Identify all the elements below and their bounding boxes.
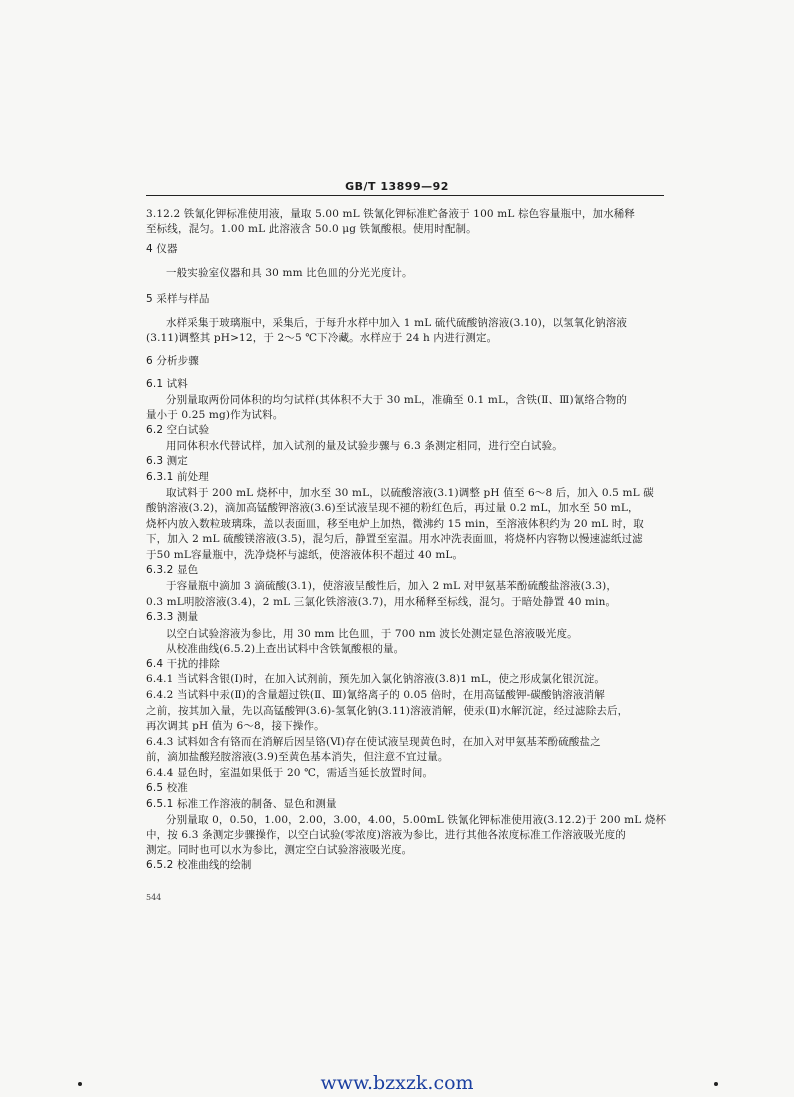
text-line: 之前，按其加入量，先以高锰酸钾(3.6)-氢氧化钠(3.11)溶液消解，使汞(Ⅱ)水解沉淀，经过滤除去后， [146, 705, 629, 717]
text-line: 取试料于 200 mL 烧杯中，加水至 30 mL，以硫酸溶液(3.1)调整 pH 值至 6～8 后，加入 0.5 mL 碳 [166, 487, 654, 499]
subsection-heading: 6.5 校准 [146, 782, 188, 794]
text-line: 分别量取 0，0.50，1.00，2.00，3.00，4.00，5.00mL 铁氰化钾标准使用液(3.12.2)于 200 mL 烧杯 [166, 814, 667, 826]
subsection-heading: 6.5.2 校准曲线的绘制 [146, 859, 252, 871]
subsection-heading: 6.3.1 前处理 [146, 471, 209, 483]
text-line: 中，按 6.3 条测定步骤操作，以空白试验(零浓度)溶液为参比，进行其他各浓度标准工作溶液吸光度的 [146, 829, 626, 841]
text-line: 测定。同时也可以水为参比，测定空白试验溶液吸光度。 [146, 844, 413, 856]
text-line: 酸钠溶液(3.2)，滴加高锰酸钾溶液(3.6)至试液呈现不褪的粉红色后，再过量 0.2 mL，加水至 50 mL， [146, 502, 639, 514]
text-line: 从校准曲线(6.5.2)上查出试料中含铁氰酸根的量。 [166, 643, 405, 655]
text-line: 水样采集于玻璃瓶中，采集后，于每升水样中加入 1 mL 硫代硫酸钠溶液(3.10)，以氢氧化钠溶液 [166, 317, 628, 329]
text-line: 以空白试验溶液为参比，用 30 mm 比色皿，于 700 nm 波长处测定显色溶液吸光度。 [166, 628, 578, 640]
text-line: 一般实验室仪器和具 30 mm 比色皿的分光光度计。 [166, 267, 413, 279]
text-line: 用同体积水代替试样，加入试剂的量及试验步骤与 6.3 条测定相同，进行空白试验。 [166, 440, 563, 452]
footer-site-link[interactable]: www.bzxzk.com [320, 1072, 474, 1094]
subsection-heading: 6.3 测定 [146, 455, 188, 467]
section-heading: 4 仪器 [146, 243, 178, 255]
text-line: 6.4.3 试料如含有铬而在消解后因呈铬(Ⅵ)存在使试液呈现黄色时，在加入对甲氨基苯酚硫酸盐之 [146, 736, 601, 748]
subsection-heading: 6.3.2 显色 [146, 564, 199, 576]
text-line: 烧杯内放入数粒玻璃珠，盖以表面皿，移至电炉上加热，微沸约 15 min，至溶液体积约为 20 mL 时，取 [146, 518, 644, 530]
footer-dot-left [78, 1082, 82, 1086]
subsection-heading: 6.3.3 测量 [146, 611, 199, 623]
text-line: 再次调其 pH 值为 6～8，接下操作。 [146, 720, 325, 732]
text-line: 6.4.4 显色时，室温如果低于 20 ℃，需适当延长放置时间。 [146, 767, 434, 779]
page-number: 544 [146, 893, 162, 902]
text-line: (3.11)调整其 pH>12，于 2～5 ℃下冷藏。水样应于 24 h 内进行测定。 [146, 332, 498, 344]
text-line: 下，加入 2 mL 硫酸镁溶液(3.5)，混匀后，静置至室温。用水冲洗表面皿，将烧杯内容物以慢速滤纸过滤 [146, 533, 643, 545]
subsection-heading: 6.4 干扰的排除 [146, 658, 220, 670]
text-line: 6.4.1 当试料含银(Ⅰ)时，在加入试剂前，预先加入氯化钠溶液(3.8)1 mL，使之形成氯化银沉淀。 [146, 673, 606, 685]
subsection-heading: 6.2 空白试验 [146, 424, 210, 436]
subsection-heading: 6.1 试料 [146, 378, 188, 390]
text-line: 6.4.2 当试料中汞(Ⅱ)的含量超过铁(Ⅱ、Ⅲ)氰络离子的 0.05 倍时，在用高锰酸钾-碳酸钠溶液消解 [146, 689, 605, 701]
text-line: 于50 mL容量瓶中，洗净烧杯与滤纸，使溶液体积不超过 40 mL。 [146, 549, 464, 561]
footer-dot-right [714, 1082, 718, 1086]
subsection-heading: 6.5.1 标准工作溶液的制备、显色和测量 [146, 798, 337, 810]
text-line: 前，滴加盐酸羟胺溶液(3.9)至黄色基本消失，但注意不宜过量。 [146, 751, 449, 763]
header-rule [146, 195, 664, 196]
text-line: 3.12.2 铁氰化钾标准使用液，量取 5.00 mL 铁氰化钾标准贮备液于 100 mL 棕色容量瓶中，加水稀释 [146, 208, 636, 220]
text-line: 0.3 mL明胶溶液(3.4)，2 mL 三氯化铁溶液(3.7)，用水稀释至标线，混匀。于暗处静置 40 min。 [146, 596, 617, 608]
text-line: 量小于 0.25 mg)作为试料。 [146, 409, 284, 421]
text-line: 于容量瓶中滴加 3 滴硫酸(3.1)，使溶液呈酸性后，加入 2 mL 对甲氨基苯酚硫酸盐溶液(3.3)， [166, 580, 618, 592]
text-line: 分别量取两份同体积的均匀试样(其体积不大于 30 mL，准确至 0.1 mL，含铁(Ⅱ、Ⅲ)氰络合物的 [166, 394, 627, 406]
section-heading: 5 采样与样品 [146, 293, 210, 305]
text-line: 至标线，混匀。1.00 mL 此溶液含 50.0 μg 铁氰酸根。使用时配制。 [146, 223, 477, 235]
standard-header: GB/T 13899—92 [345, 180, 449, 193]
section-heading: 6 分析步骤 [146, 355, 199, 367]
